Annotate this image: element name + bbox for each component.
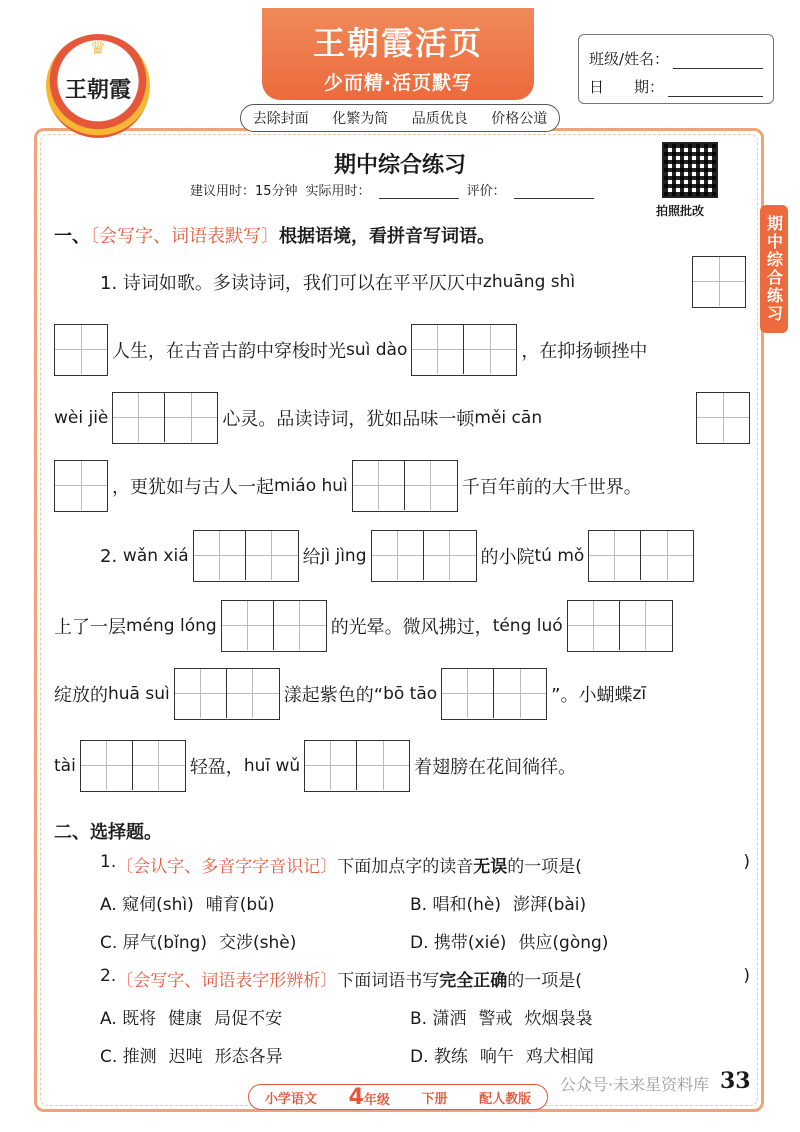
student-info-box [578,34,774,104]
pinyin: wǎn xiá [122,546,189,566]
option-a[interactable]: A. 窥伺(shì) 哺育(bǔ) [100,895,275,915]
slogan-item: 价格公道 [491,111,548,127]
slogan-item: 化繁为简 [332,111,389,127]
question-2 [100,966,750,991]
footer-term: 下册 [421,1091,448,1107]
sentence-text: 的光晕。微风拂过， [330,617,493,638]
pinyin: měi cān [474,408,543,428]
sentence-text: 轻盈， [189,757,244,778]
pinyin: jì jìng [320,546,367,566]
class-name-field[interactable] [673,51,763,69]
sentence-text: 1. 诗词如歌。多读诗词，我们可以在平平仄仄中 [100,273,483,294]
question-stem: 下面加点字的读音 [337,857,474,877]
sentence-text: 人生，在古音古韵中穿梭时光 [112,341,346,362]
evaluation-field[interactable] [514,185,594,199]
question-stem: 的一项是( [507,857,582,877]
section-2-heading: 二、选择题。 [54,822,162,843]
section-1-heading [54,222,495,248]
pinyin: wèi jiè [54,408,109,428]
answer-box[interactable] [174,668,280,720]
question-number: 1. [100,852,117,872]
qr-code-icon[interactable] [662,142,718,198]
answer-box[interactable] [54,324,108,376]
banner-subtitle: 少而精·活页默写 [323,72,473,94]
option-d[interactable]: D. 教练 响午 鸡犬相闻 [410,1047,594,1067]
answer-line [100,530,750,582]
sentence-text: 绽放的 [54,685,108,706]
answer-box[interactable] [304,740,410,792]
question-emphasis: 无误 [473,857,508,877]
question-stem: 的一项是( [507,971,582,991]
options-row [100,928,720,953]
logo-text: 王朝霞 [64,76,131,103]
answer-box[interactable] [352,460,458,512]
options-row [100,1004,720,1029]
answer-box[interactable] [696,392,750,444]
answer-box[interactable] [221,600,327,652]
option-b[interactable]: B. 唱和(hè) 澎湃(bài) [410,895,587,915]
sentence-text: 着翅膀在花间徜徉。 [414,757,577,778]
answer-box[interactable] [193,530,299,582]
pinyin: tài [54,756,76,776]
answer-line [54,740,754,792]
actual-time-label: 实际用时： [305,184,371,199]
timing-row [190,180,594,199]
answer-box[interactable] [588,530,694,582]
question-tag: 〔会写字、词语表字形辨析〕 [116,971,338,991]
class-name-label: 班级/姓名： [589,50,670,68]
answer-box[interactable] [692,256,746,308]
footer-grade-unit: 年级 [363,1092,390,1108]
option-a[interactable]: A. 既将 健康 局促不安 [100,1009,283,1029]
actual-time-field[interactable] [379,185,459,199]
answer-box[interactable] [567,600,673,652]
sentence-text: 的小院 [480,547,535,568]
answer-box[interactable] [441,668,547,720]
pinyin: bō tāo [383,684,438,704]
page-number: 33 [720,1068,751,1094]
brand-logo [46,34,150,138]
options-row [100,1042,720,1067]
answer-paren[interactable]: ) [743,852,750,872]
sentence-text: 千百年前的大千世界。 [461,477,642,498]
options-row [100,890,720,915]
pinyin: huā suì [108,684,170,704]
answer-paren[interactable]: ) [743,966,750,986]
footer-subject: 小学语文 [264,1091,317,1107]
qr-label: 拍照批改 [656,204,705,218]
question-stem: 下面词语书写 [337,971,440,991]
page-title: 期中综合练习 [333,152,466,178]
evaluation-label: 评价： [466,184,506,199]
sentence-text: 上了一层 [54,617,126,638]
footer-grade: 4 [348,1084,364,1110]
slogan-item: 品质优良 [411,111,468,127]
question-number: 2. [100,966,117,986]
answer-line [54,324,754,376]
answer-box[interactable] [80,740,186,792]
answer-line [100,256,750,308]
pinyin: tú mǒ [534,546,585,566]
pinyin: huī wǔ [243,756,301,776]
question-tag: 〔会认字、多音字字音识记〕 [116,857,338,877]
sentence-text: ，在抑扬顿挫中 [521,341,648,362]
question-emphasis: 完全正确 [439,971,508,991]
pinyin: téng luó [492,616,563,636]
answer-line [54,600,754,652]
date-label: 日 期： [589,78,665,96]
answer-box[interactable] [54,460,108,512]
pinyin: zhuāng shì [482,272,576,292]
pinyin: méng lóng [126,616,217,636]
option-c[interactable]: C. 推测 迟吨 形态各异 [100,1047,283,1067]
slogan-bar [240,104,560,132]
option-c[interactable]: C. 屏气(bǐng) 交涉(shè) [100,933,297,953]
answer-box[interactable] [371,530,477,582]
pinyin: zī [632,684,647,704]
answer-line [54,668,754,720]
answer-line [54,460,754,512]
answer-line [54,392,754,444]
option-d[interactable]: D. 携带(xié) 供应(gòng) [410,933,609,953]
date-field[interactable] [668,79,763,97]
footer-bar [248,1084,548,1110]
slogan-item: 去除封面 [252,111,309,127]
section-number: 一、 [54,226,90,247]
answer-box[interactable] [411,324,517,376]
sentence-text: 心灵。品读诗词，犹如品味一顿 [222,409,475,430]
suggested-time: 建议用时：15分钟 [190,184,298,199]
pinyin: miáo huì [274,476,348,496]
sentence-text: 2. [100,545,118,567]
side-tab: 期中综合练习 [760,205,788,333]
sentence-text: 漾起紫色的“ [283,685,384,706]
section-instruction: 根据语境，看拼音写词语。 [279,226,495,247]
option-b[interactable]: B. 潇洒 警戒 炊烟袅袅 [410,1009,593,1029]
answer-box[interactable] [112,392,218,444]
pinyin: suì dào [346,340,408,360]
watermark: 公众号·未来星资料库 [560,1075,710,1094]
crown-icon: ♛ [89,38,107,59]
banner-title: 王朝霞活页 [312,24,483,62]
footer-edition: 配人教版 [479,1091,532,1107]
sentence-text: ，更犹如与古人一起 [112,477,274,498]
sentence-text: ”。小蝴蝶 [551,685,633,706]
section-tag: 〔会写字、词语表默写〕 [90,226,279,247]
question-1 [100,852,750,877]
sentence-text: 给 [302,547,321,568]
header-banner [262,8,534,100]
